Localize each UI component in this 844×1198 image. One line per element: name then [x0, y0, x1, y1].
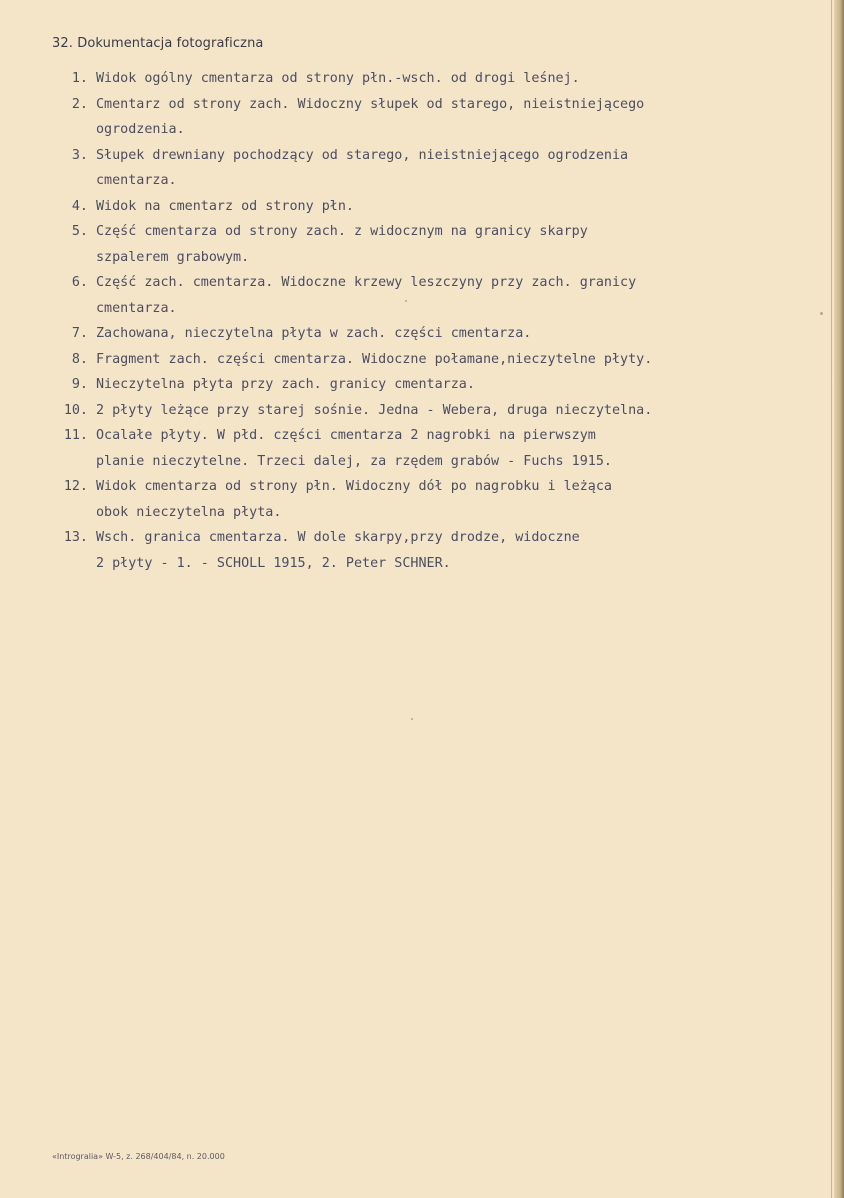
item-text-line: cmentarza.: [96, 173, 177, 188]
spacer: [88, 270, 96, 321]
spacer: [88, 474, 96, 525]
item-text: [96, 92, 644, 143]
item-number: 11.: [63, 428, 88, 443]
spacer: [88, 219, 96, 270]
item-text-line: Nieczytelna płyta przy zach. granicy cmentarza.: [96, 377, 475, 392]
item-number: 6.: [71, 275, 88, 290]
item-text-line: Zachowana, nieczytelna płyta w zach. części cmentarza.: [96, 326, 532, 341]
spacer: [88, 194, 96, 220]
item-text-line: szpalerem grabowym.: [96, 249, 250, 265]
list-item: [48, 194, 828, 220]
list-item: [48, 474, 828, 525]
list-item: [48, 525, 828, 576]
spacer: [88, 423, 96, 474]
item-text: [96, 321, 531, 347]
spacer: [88, 347, 96, 373]
spacer: [88, 66, 96, 92]
paper-speck: [820, 312, 823, 315]
paper-speck: [411, 718, 413, 720]
item-number: 9.: [71, 377, 88, 392]
item-text-line: Wsch. granica cmentarza. W dole skarpy,przy drodze, widoczne: [96, 530, 580, 545]
list-item: [48, 270, 828, 321]
item-text-line: Cmentarz od strony zach. Widoczny słupek od starego, nieistniejącego: [96, 96, 645, 112]
item-text: [96, 398, 652, 424]
list-item: [48, 372, 828, 398]
printer-imprint: «Introgralia» W-5, z. 268/404/84, n. 20.000: [52, 1152, 225, 1161]
spacer: [88, 372, 96, 398]
page-edge-line: [831, 0, 832, 1198]
item-number: 2.: [71, 96, 88, 112]
item-text-line: Część zach. cmentarza. Widoczne krzewy leszczyny przy zach. granicy: [96, 275, 637, 290]
item-number: 3.: [71, 147, 88, 163]
item-text: [96, 143, 628, 194]
item-text-line: Ocalałe płyty. W płd. części cmentarza 2 nagrobki na pierwszym: [96, 428, 596, 443]
item-text: [96, 372, 475, 398]
item-text-line: Fragment zach. części cmentarza. Widoczne połamane,nieczytelne płyty.: [96, 351, 653, 367]
item-number: 10.: [63, 402, 88, 418]
item-text: [96, 66, 580, 92]
item-text: [96, 347, 652, 373]
list-item: [48, 423, 828, 474]
item-text-line: 2 płyty leżące przy starej sośnie. Jedna - Webera, druga nieczytelna.: [96, 402, 653, 418]
item-number: 8.: [71, 351, 88, 367]
list-item: [48, 347, 828, 373]
item-text: [96, 525, 580, 576]
item-text: [96, 270, 636, 321]
item-text-line: Widok cmentarza od strony płn. Widoczny dół po nagrobku i leżąca: [96, 479, 612, 494]
spacer: [88, 525, 96, 576]
item-text: [96, 423, 612, 474]
item-text-line: cmentarza.: [96, 300, 177, 316]
item-number: 5.: [71, 224, 88, 239]
spacer: [88, 143, 96, 194]
paper-speck: [405, 300, 407, 302]
section-heading: 32. Dokumentacja fotograficzna: [52, 36, 264, 51]
spacer: [88, 398, 96, 424]
item-text-line: Słupek drewniany pochodzący od starego, nieistniejącego ogrodzenia: [96, 147, 629, 163]
list-item: [48, 66, 828, 92]
list-item: [48, 143, 828, 194]
list-item: [48, 92, 828, 143]
spacer: [88, 92, 96, 143]
item-number: 1.: [71, 71, 88, 86]
spacer: [88, 321, 96, 347]
list-item: [48, 219, 828, 270]
photo-documentation-list: [48, 66, 828, 576]
item-text: [96, 219, 588, 270]
item-text-line: 2 płyty - 1. - SCHOLL 1915, 2. Peter SCHNER.: [96, 555, 451, 571]
item-text-line: obok nieczytelna płyta.: [96, 504, 282, 520]
item-text-line: Widok ogólny cmentarza od strony płn.-wsch. od drogi leśnej.: [96, 71, 580, 86]
item-text: [96, 194, 354, 220]
item-text-line: ogrodzenia.: [96, 122, 185, 137]
page-edge-shadow: [834, 0, 844, 1198]
item-number: 4.: [71, 198, 88, 214]
item-text-line: Część cmentarza od strony zach. z widocznym na granicy skarpy: [96, 224, 588, 239]
list-item: [48, 321, 828, 347]
item-text-line: Widok na cmentarz od strony płn.: [96, 198, 354, 214]
item-text-line: planie nieczytelne. Trzeci dalej, za rzędem grabów - Fuchs 1915.: [96, 453, 612, 469]
item-number: 13.: [63, 530, 88, 545]
item-number: 12.: [63, 479, 88, 494]
list-item: [48, 398, 828, 424]
item-text: [96, 474, 612, 525]
item-number: 7.: [71, 326, 88, 341]
